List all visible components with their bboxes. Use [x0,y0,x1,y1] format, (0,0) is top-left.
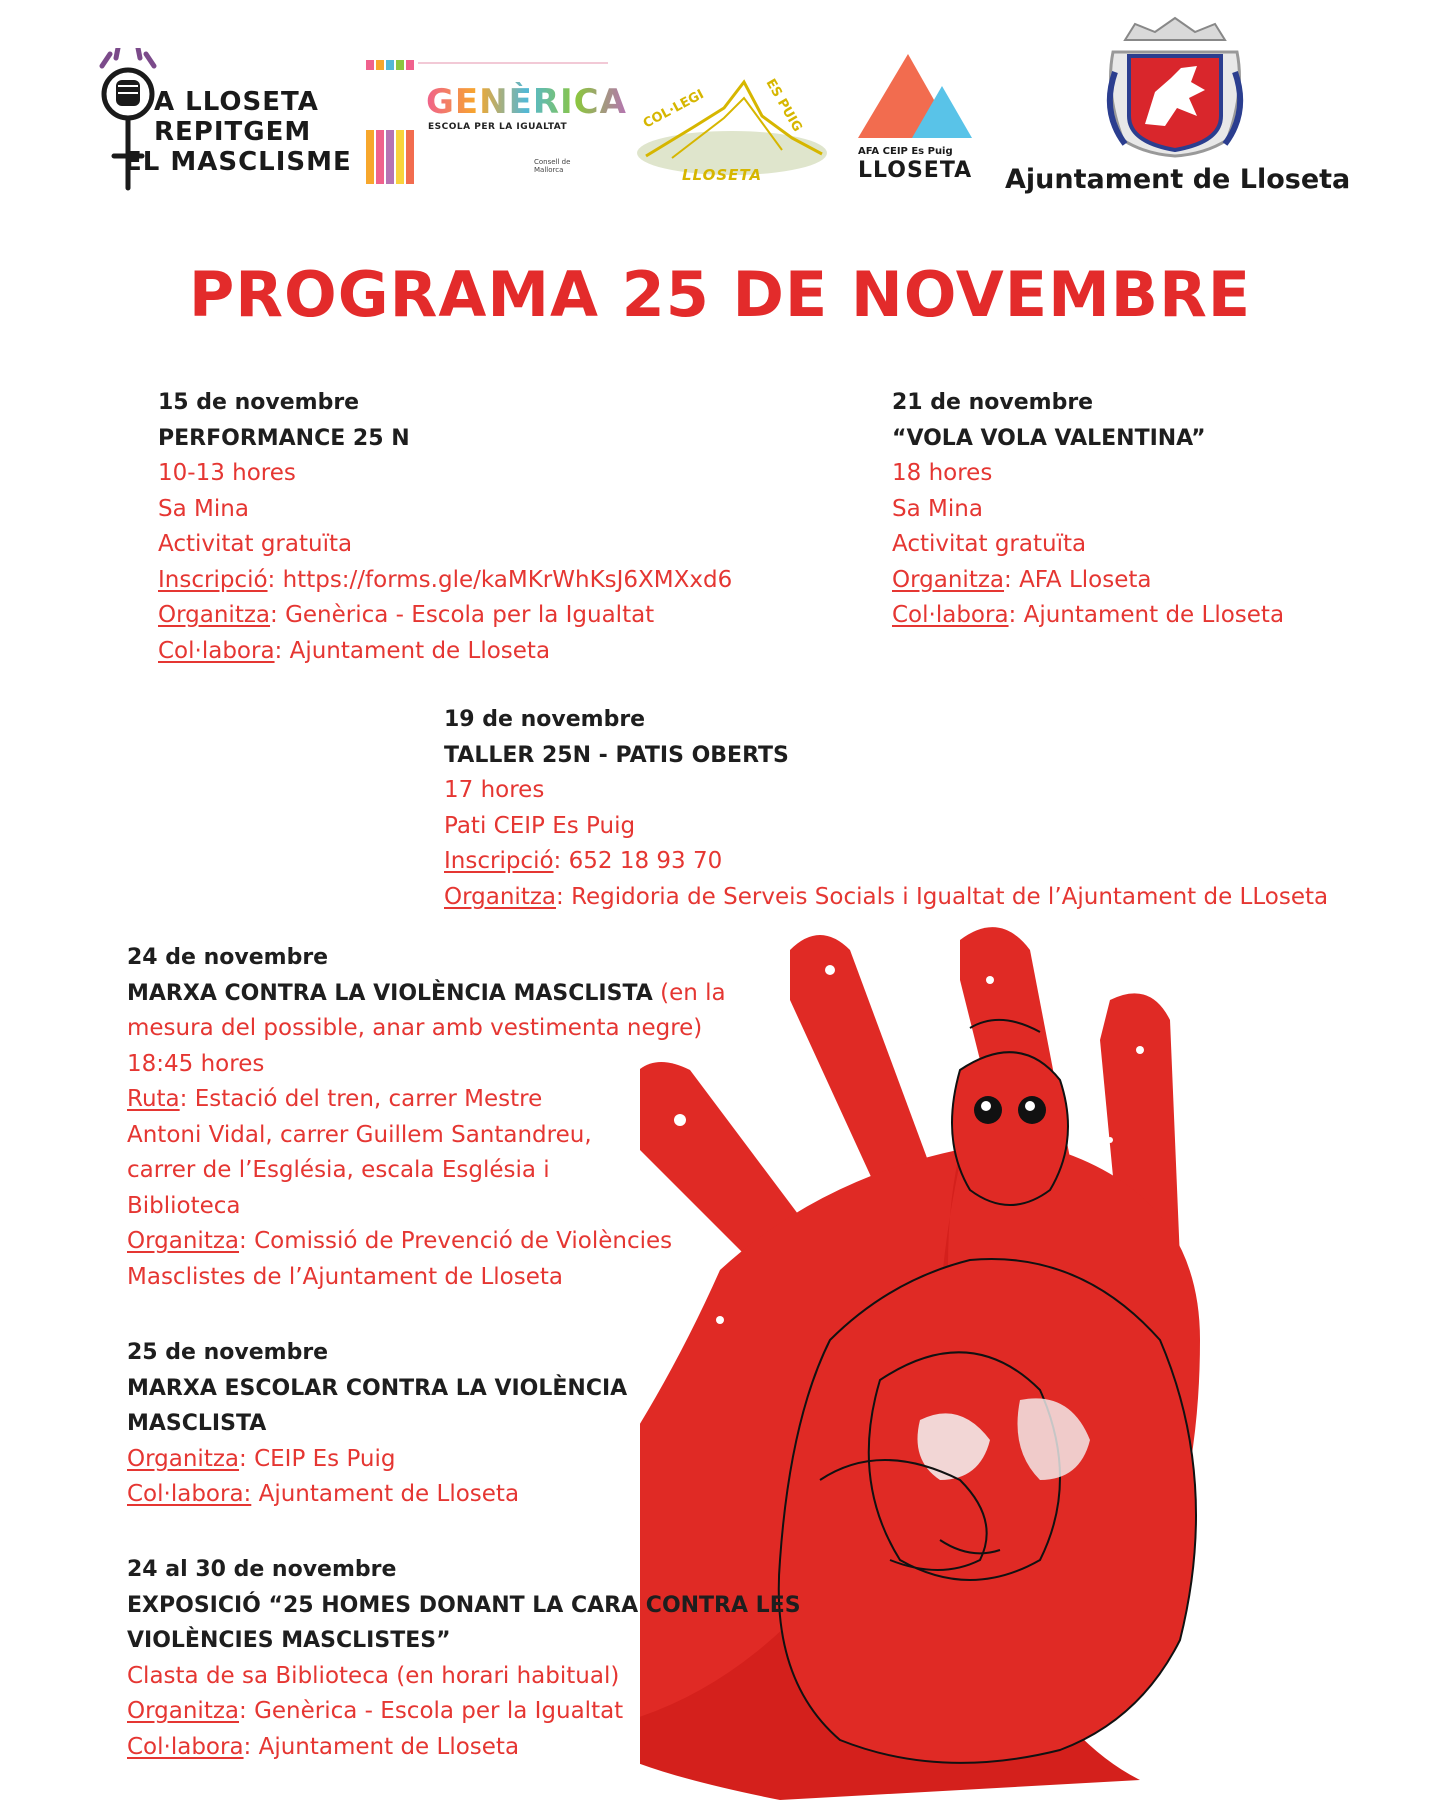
coat-of-arms-icon [1005,12,1345,162]
colabora-label: Col·labora: [127,1481,252,1507]
colabora-value: : Ajuntament de Lloseta [1008,602,1285,628]
organitza-label: Organitza [892,566,1005,593]
organitza-label: Organitza [127,1228,240,1254]
event-24-al-30-novembre [127,1552,827,1765]
organitza-value: : Genèrica - Escola per la Igualtat [270,602,655,628]
lloseta-line-1: A LLOSETA [154,87,319,117]
colabora-label: Col·labora [892,602,1009,628]
event-colabora [127,1730,827,1766]
event-inscripcio [158,563,732,599]
organitza-value: : AFA Lloseta [1004,566,1152,593]
event-hours: 10-13 hores [158,460,296,486]
event-ruta [127,1082,597,1224]
event-organitza [127,1224,697,1295]
organitza-label: Organitza [444,883,557,910]
colabora-value: : Ajuntament de Lloseta [274,637,551,664]
event-place: Pati CEIP Es Puig [444,812,636,839]
event-price: Activitat gratuïta [158,531,353,557]
inscripcio-label: Inscripció [444,848,554,874]
event-title: EXPOSICIÓ “25 HOMES DONANT LA CARA CONTRA LES VIOLÈNCIES MASCLISTES” [127,1592,801,1653]
event-date: 15 de novembre [158,390,360,415]
logo-ajuntament-lloseta [1005,12,1351,202]
organitza-value: : Genèrica - Escola per la Igualtat [239,1698,624,1724]
afa-triangles-icon [850,50,980,150]
logo-collegi-es-puig [632,58,832,198]
inscripcio-label: Inscripció [158,566,268,593]
collegi-arc-left: COL·LEGI [640,87,707,132]
event-19-novembre [444,702,1328,915]
colabora-label: Col·labora [127,1733,244,1760]
lloseta-line-2: REPITGEM [154,117,312,147]
consell-mallorca-label: Consell de Mallorca [534,158,571,174]
inscripcio-phone[interactable]: : 652 18 93 70 [553,848,723,874]
event-25-novembre [127,1335,687,1513]
event-colabora [127,1477,687,1513]
afa-line-2: LLOSETA [858,158,973,183]
ruta-value: : Estació del tren, carrer Mestre Antoni Vidal, carrer Guillem Santandreu, carrer de l’Església, escala Església i Biblioteca [127,1086,592,1219]
organitza-value: : CEIP Es Puig [239,1445,396,1472]
event-date: 24 de novembre [127,945,329,970]
event-title-line [127,976,737,1047]
event-title: MARXA CONTRA LA VIOLÈNCIA MASCLISTA [127,980,653,1006]
afa-line-1: AFA CEIP Es Puig [858,146,953,157]
page-title: PROGRAMA 25 DE NOVEMBRE [188,258,1252,331]
event-place: Clasta de sa Biblioteca (en horari habitual) [127,1662,620,1689]
collegi-place: LLOSETA [682,166,763,184]
generica-subtitle: ESCOLA PER LA IGUALTAT [428,122,568,132]
event-21-novembre [892,385,1284,634]
event-hours: 17 hores [444,777,545,803]
logo-afa-ceip-es-puig [850,50,980,190]
collegi-arc-right: ES PUIG [762,76,805,135]
colabora-value: : Ajuntament de Lloseta [243,1733,520,1760]
ajuntament-name: Ajuntament de Lloseta [1005,164,1351,195]
generica-brand-text: GENÈRICA [426,82,627,122]
colabora-label: Col·labora [158,637,275,664]
inscripcio-link[interactable]: : https://forms.gle/kaMKrWhKsJ6XMXxd6 [267,566,733,593]
event-24-novembre [127,940,737,1295]
generica-brand [426,82,627,122]
organitza-value: : Comissió de Prevenció de Violències Masclistes de l’Ajuntament de Lloseta [127,1228,673,1290]
event-organitza [158,598,732,634]
event-place: Sa Mina [158,495,249,522]
organitza-label: Organitza [127,1698,240,1724]
organitza-label: Organitza [127,1445,240,1472]
event-date: 21 de novembre [892,390,1094,415]
event-title: “VOLA VOLA VALENTINA” [892,425,1206,451]
event-note: (en la mesura del possible, anar amb vestimenta negre) [127,979,726,1041]
organitza-value: : Regidoria de Serveis Socials i Igualtat de l’Ajuntament de LLoseta [556,883,1329,910]
event-place: Sa Mina [892,495,983,522]
colabora-value: Ajuntament de Lloseta [251,1481,520,1507]
event-date: 25 de novembre [127,1340,329,1365]
event-date: 24 al 30 de novembre [127,1557,397,1582]
event-price: Activitat gratuïta [892,531,1087,557]
event-organitza [892,563,1284,599]
logo-lloseta-repitgem [96,48,356,198]
lloseta-line-3: EL MASCLISME [124,147,352,177]
logo-generica [366,58,627,188]
event-hours: 18:45 hores [127,1050,265,1077]
event-title: PERFORMANCE 25 N [158,425,410,451]
event-title: MARXA ESCOLAR CONTRA LA VIOLÈNCIA MASCLISTA [127,1375,628,1436]
organitza-label: Organitza [158,602,271,628]
event-hours: 18 hores [892,460,993,486]
event-colabora [158,634,732,670]
event-title: TALLER 25N - PATIS OBERTS [444,742,789,768]
event-15-novembre [158,385,732,669]
event-organitza [127,1442,687,1478]
event-organitza [127,1694,827,1730]
ruta-label: Ruta [127,1086,180,1112]
event-organitza [444,880,1328,916]
event-colabora [892,598,1284,634]
event-inscripcio [444,844,1328,880]
event-date: 19 de novembre [444,707,646,732]
